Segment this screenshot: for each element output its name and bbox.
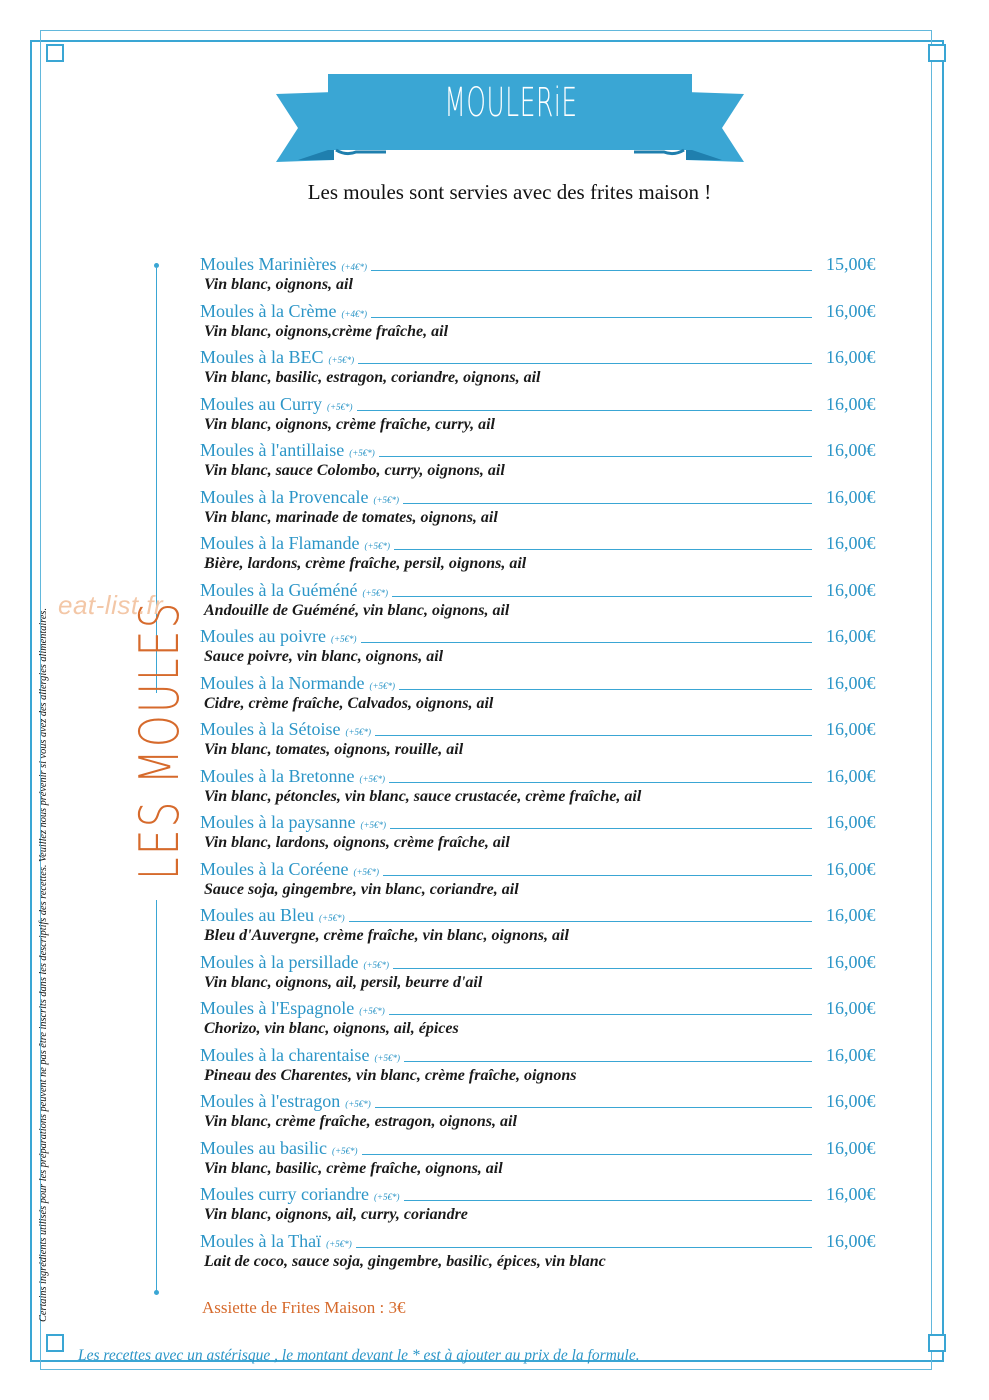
- menu-item-leader-line: [389, 1014, 812, 1015]
- menu-item-supplement: (+4€*): [341, 262, 368, 272]
- frame-corner-br: [928, 1334, 946, 1352]
- menu-item-name: Moules curry coriandre: [200, 1184, 369, 1204]
- menu-item: [200, 531, 890, 578]
- menu-item-description: Vin blanc, basilic, estragon, coriandre, oignons, ail: [204, 369, 541, 386]
- menu-item: [200, 1043, 890, 1090]
- menu-item-header: [200, 671, 890, 694]
- menu-item-supplement: (+5€*): [362, 587, 389, 598]
- menu-item-price: 16,00€: [826, 393, 876, 414]
- menu-item-supplement: (+5€*): [331, 1145, 358, 1156]
- menu-item-description: Vin blanc, basilic, crème fraîche, oignons, ail: [204, 1159, 503, 1177]
- menu-item-name: Moules au poivre: [200, 626, 326, 646]
- menu-item-leader-line: [371, 270, 812, 271]
- menu-item: [200, 578, 890, 625]
- menu-item-price: 16,00€: [826, 440, 876, 460]
- menu-item-header: [200, 578, 890, 601]
- menu-item-leader-line: [403, 503, 812, 504]
- menu-item-price: 16,00€: [826, 626, 876, 646]
- menu-item-description: Bleu d'Auvergne, crème fraîche, vin blanc, oignons, ail: [204, 927, 569, 944]
- menu-item-header: [200, 950, 890, 973]
- menu-item-header: [200, 1182, 890, 1205]
- menu-item-supplement: (+5€*): [373, 494, 400, 505]
- menu-item: [200, 1182, 890, 1229]
- menu-item-header: [200, 485, 890, 508]
- menu-item-header: [200, 438, 890, 461]
- menu-item-name: Moules Marinières: [200, 254, 337, 274]
- menu-item: [200, 485, 890, 532]
- menu-item: [200, 1229, 890, 1276]
- menu-item-description: Vin blanc, crème fraîche, estragon, oignons, ail: [204, 1113, 517, 1130]
- frame-corner-bl: [46, 1334, 64, 1352]
- side-line-lower: [156, 900, 157, 1290]
- menu-item-price: 16,00€: [826, 579, 876, 600]
- menu-item-supplement: (+5€*): [326, 401, 353, 412]
- menu-item-supplement: (+5€*): [319, 913, 345, 923]
- menu-item-leader-line: [392, 596, 812, 597]
- menu-item-header: [200, 1089, 890, 1112]
- menu-item-price: 15,00€: [826, 254, 876, 274]
- menu-item-supplement: (+5€*): [328, 355, 355, 365]
- menu-item-name: Moules à la Flamande: [200, 533, 360, 553]
- menu-item-description: Vin blanc, pétoncles, vin blanc, sauce crustacée, crème fraîche, ail: [204, 787, 642, 805]
- menu-item-leader-line: [393, 968, 812, 969]
- menu-item-name: Moules à la Guéméné: [200, 579, 358, 600]
- menu-item-description: Vin blanc, oignons, ail: [204, 276, 353, 293]
- menu-item-price: 16,00€: [826, 1091, 876, 1111]
- frame-corner-tr: [928, 44, 946, 62]
- menu-item-header: [200, 764, 890, 787]
- side-line-dot-bottom: [154, 1290, 159, 1295]
- menu-item-description: Vin blanc, oignons, ail, persil, beurre d'ail: [204, 973, 483, 991]
- menu-item-supplement: (+5€*): [349, 448, 375, 458]
- menu-item-leader-line: [361, 642, 812, 643]
- fries-note: Assiette de Frites Maison : 3€: [202, 1298, 406, 1317]
- menu-item-name: Moules à la paysanne: [200, 812, 356, 832]
- watermark: eat-list.fr: [58, 590, 164, 620]
- menu-item-leader-line: [390, 828, 812, 829]
- menu-item: [200, 438, 890, 485]
- menu-item-name: Moules au Curry: [200, 393, 322, 414]
- menu-item-leader-line: [404, 1061, 812, 1062]
- menu-item-name: Moules à la Provencale: [200, 486, 369, 507]
- menu-item-header: [200, 345, 890, 368]
- menu-item-leader-line: [362, 1154, 812, 1155]
- menu-item-price: 16,00€: [826, 858, 876, 879]
- menu-item-description: Vin blanc, marinade de tomates, oignons, ail: [204, 508, 498, 526]
- menu-item-description: Sauce poivre, vin blanc, oignons, ail: [204, 648, 444, 665]
- menu-item-description: Vin blanc, tomates, oignons, rouille, ail: [204, 741, 464, 758]
- menu-item: [200, 717, 890, 764]
- footer-note: Les recettes avec un astérisque , le montant devant le * est à ajouter au prix de la formule.: [78, 1347, 640, 1364]
- menu-item-name: Moules à la Crème: [200, 300, 337, 321]
- menu-item-leader-line: [349, 921, 812, 922]
- menu-item-description: Andouille de Guéméné, vin blanc, oignons, ail: [204, 601, 510, 619]
- menu-item-price: 16,00€: [826, 1137, 876, 1158]
- menu-item-price: 16,00€: [826, 765, 876, 786]
- menu-item-price: 16,00€: [826, 486, 876, 507]
- menu-item-description: Sauce soja, gingembre, vin blanc, coriandre, ail: [204, 880, 519, 898]
- menu-item-description: Pineau des Charentes, vin blanc, crème fraîche, oignons: [204, 1066, 577, 1084]
- menu-item-leader-line: [383, 875, 812, 876]
- menu-item-header: [200, 857, 890, 880]
- menu-item-price: 16,00€: [826, 812, 876, 832]
- menu-item-header: [200, 299, 890, 322]
- menu-item-supplement: (+5€*): [359, 773, 386, 784]
- menu-item-header: [200, 1229, 890, 1252]
- menu-item-supplement: (+5€*): [345, 727, 372, 737]
- page-title: MOULERiE: [444, 80, 578, 126]
- menu-item-name: Moules au Bleu: [200, 905, 314, 925]
- menu-item-supplement: (+5€*): [326, 1238, 352, 1249]
- menu-item: [200, 624, 890, 671]
- menu-item: [200, 299, 890, 346]
- menu-item-name: Moules à la BEC: [200, 347, 324, 367]
- menu-item-name: Moules à la Coréene: [200, 858, 349, 879]
- menu-item: [200, 950, 890, 997]
- menu-item-description: Chorizo, vin blanc, oignons, ail, épices: [204, 1020, 459, 1037]
- menu-item: [200, 345, 890, 392]
- menu-item-supplement: (+5€*): [360, 820, 387, 830]
- menu-item-name: Moules au basilic: [200, 1137, 327, 1158]
- menu-item-header: [200, 624, 890, 647]
- menu-item-price: 16,00€: [826, 347, 876, 367]
- menu-item-supplement: (+5€*): [374, 1052, 401, 1063]
- menu-item-name: Moules à l'antillaise: [200, 440, 345, 460]
- menu-item-leader-line: [358, 363, 812, 364]
- menu-item-supplement: (+5€*): [345, 1099, 371, 1109]
- menu-item-leader-line: [399, 689, 812, 690]
- menu-item-price: 16,00€: [826, 1044, 876, 1065]
- menu-item-price: 16,00€: [826, 998, 876, 1018]
- menu-item-supplement: (+5€*): [369, 680, 396, 691]
- menu-item-header: [200, 392, 890, 415]
- menu-item-supplement: (+5€*): [363, 959, 390, 970]
- allergy-note: Certains ingrédients utilisés pour les préparations peuvent ne pas être inscrits dans les descriptifs des recettes. Veuillez nous prévenir si vous avez des allergies alimentaires.: [38, 607, 49, 1322]
- menu-item-header: [200, 717, 890, 740]
- menu-item: [200, 810, 890, 857]
- menu-item: [200, 903, 890, 950]
- menu-item-leader-line: [389, 782, 812, 783]
- menu-item-header: [200, 531, 890, 554]
- menu-item: [200, 1089, 890, 1136]
- menu-item-leader-line: [375, 735, 812, 736]
- menu-item-name: Moules à la Normande: [200, 672, 365, 693]
- menu-item: [200, 671, 890, 718]
- menu-item-price: 16,00€: [826, 951, 876, 972]
- menu-item: [200, 996, 890, 1043]
- menu-item-supplement: (+5€*): [353, 866, 380, 877]
- menu-item-description: Vin blanc, lardons, oignons, crème fraîche, ail: [204, 834, 510, 851]
- page-subtitle: Les moules sont servies avec des frites maison !: [307, 180, 712, 204]
- menu-item: [200, 857, 890, 904]
- menu-item-description: Vin blanc, oignons,crème fraîche, ail: [204, 322, 449, 340]
- menu-item-header: [200, 903, 890, 926]
- menu-item-description: Vin blanc, oignons, crème fraîche, curry, ail: [204, 415, 495, 433]
- menu-item-leader-line: [375, 1107, 812, 1108]
- menu-item-price: 16,00€: [826, 905, 876, 925]
- menu-list: [200, 252, 890, 1275]
- menu-item-price: 16,00€: [826, 300, 876, 321]
- menu-item-description: Lait de coco, sauce soja, gingembre, basilic, épices, vin blanc: [204, 1252, 606, 1270]
- menu-item-price: 16,00€: [826, 1184, 876, 1204]
- menu-item-supplement: (+5€*): [373, 1192, 400, 1202]
- menu-item-price: 16,00€: [826, 533, 876, 553]
- menu-item-name: Moules à la Sétoise: [200, 719, 341, 739]
- menu-item-name: Moules à la persillade: [200, 951, 359, 972]
- menu-item-leader-line: [371, 317, 812, 318]
- menu-item-header: [200, 1136, 890, 1159]
- menu-item-leader-line: [394, 549, 812, 550]
- menu-item-price: 16,00€: [826, 719, 876, 739]
- menu-item-name: Moules à l'estragon: [200, 1091, 341, 1111]
- menu-item-supplement: (+5€*): [364, 541, 391, 551]
- menu-item-header: [200, 996, 890, 1019]
- menu-item: [200, 252, 890, 299]
- menu-item-description: Vin blanc, sauce Colombo, curry, oignons, ail: [204, 462, 505, 479]
- menu-item-leader-line: [356, 1247, 812, 1248]
- section-title: LES MOULES: [128, 600, 191, 880]
- menu-item-description: Vin blanc, oignons, ail, curry, coriandre: [204, 1206, 468, 1223]
- menu-item-name: Moules à la Bretonne: [200, 765, 355, 786]
- frame-corner-tl: [46, 44, 64, 62]
- menu-item-supplement: (+5€*): [330, 634, 357, 644]
- menu-item-leader-line: [404, 1200, 812, 1201]
- menu-item-header: [200, 252, 890, 275]
- menu-item: [200, 392, 890, 439]
- menu-item-name: Moules à la charentaise: [200, 1044, 370, 1065]
- menu-item-leader-line: [357, 410, 812, 411]
- menu-item-description: Cidre, crème fraîche, Calvados, oignons, ail: [204, 694, 494, 712]
- menu-item-header: [200, 810, 890, 833]
- menu-item-price: 16,00€: [826, 672, 876, 693]
- menu-item: [200, 764, 890, 811]
- menu-item-leader-line: [379, 456, 812, 457]
- menu-item-name: Moules à la Thaï: [200, 1230, 322, 1251]
- menu-item-supplement: (+5€*): [359, 1006, 385, 1016]
- menu-item-description: Bière, lardons, crème fraîche, persil, oignons, ail: [204, 555, 527, 572]
- menu-item-name: Moules à l'Espagnole: [200, 998, 355, 1018]
- menu-item-price: 16,00€: [826, 1230, 876, 1251]
- menu-item-supplement: (+4€*): [341, 308, 368, 319]
- menu-item: [200, 1136, 890, 1183]
- menu-item-header: [200, 1043, 890, 1066]
